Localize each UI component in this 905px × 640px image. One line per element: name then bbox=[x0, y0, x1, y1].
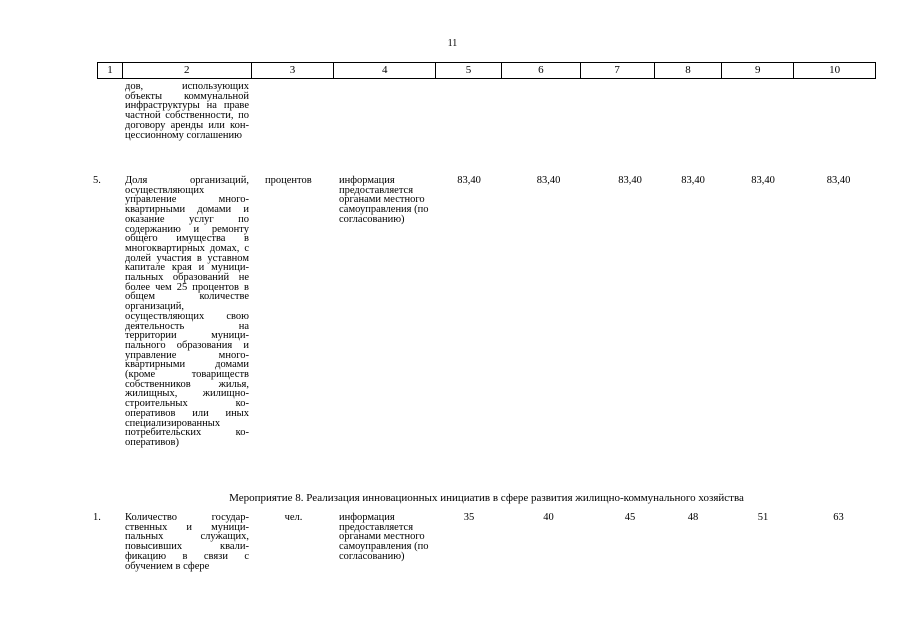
row-1-value-col7: 45 bbox=[624, 512, 636, 523]
row-1-value-col6: 40 bbox=[543, 512, 554, 523]
row-5-value-col10: 83,40 bbox=[826, 175, 851, 186]
row-1-value-col9: 51 bbox=[757, 512, 769, 523]
header-col-9: 9 bbox=[722, 63, 794, 78]
header-col-3: 3 bbox=[252, 63, 335, 78]
row-1-number: 1. bbox=[93, 512, 101, 523]
row-1-source: информация предоставляется органами местного самоуправления (по согласованию) bbox=[339, 512, 429, 562]
row-1-description: Количество государственных и муниципальных служащих, повысивших квалификацию в связи с обучением в сфере bbox=[125, 512, 249, 572]
row-5-source: информация предоставляется органами местного самоуправления (по согласованию) bbox=[339, 175, 429, 225]
header-col-4: 4 bbox=[334, 63, 436, 78]
row-1-value-col10: 63 bbox=[833, 512, 844, 523]
row-1-unit: чел. bbox=[284, 512, 303, 523]
row-5-unit: процентов bbox=[265, 175, 312, 186]
row-5-value-col5: 83,40 bbox=[457, 175, 481, 186]
row-5-value-col9: 83,40 bbox=[751, 175, 775, 186]
section-title: Мероприятие 8. Реализация инновационных инициатив в сфере развития жилищно-коммунального хозяйства bbox=[229, 492, 744, 504]
table-header-row bbox=[97, 62, 876, 79]
page-number: 11 bbox=[447, 38, 458, 49]
row-1-value-col5: 35 bbox=[463, 512, 475, 523]
header-col-6: 6 bbox=[502, 63, 581, 78]
header-col-8: 8 bbox=[655, 63, 723, 78]
row-1-value-col8: 48 bbox=[687, 512, 699, 523]
row-5-number: 5. bbox=[93, 175, 101, 186]
continued-description: дов, использующих объекты коммунальной инфраструктуры на праве частной собственности, по договору аренды или концессионному соглашению bbox=[125, 81, 249, 141]
header-col-5: 5 bbox=[436, 63, 502, 78]
row-5-value-col8: 83,40 bbox=[681, 175, 705, 186]
header-col-7: 7 bbox=[581, 63, 655, 78]
header-col-1: 1 bbox=[98, 63, 123, 78]
row-5-description: Доля организаций, осуществляющих управление многоквартирными домами и оказание услуг по содержанию и ремонту общего имущества в многоквартирных домах, с долей участия в уставном капитале края и муниципальных образований не более чем 25 процентов в общем количестве организаций, осуществляющих свою деятельность на территории муниципального образования и управление многоквартирными домами (кроме товариществ собственников жилья, жилищных, жилищно-строительных кооперативов или иных специализированных потребительских кооперативов) bbox=[125, 175, 249, 448]
row-5-value-col7: 83,40 bbox=[618, 175, 642, 186]
row-5-value-col6: 83,40 bbox=[536, 175, 561, 186]
header-col-2: 2 bbox=[123, 63, 252, 78]
header-col-10: 10 bbox=[829, 64, 841, 76]
